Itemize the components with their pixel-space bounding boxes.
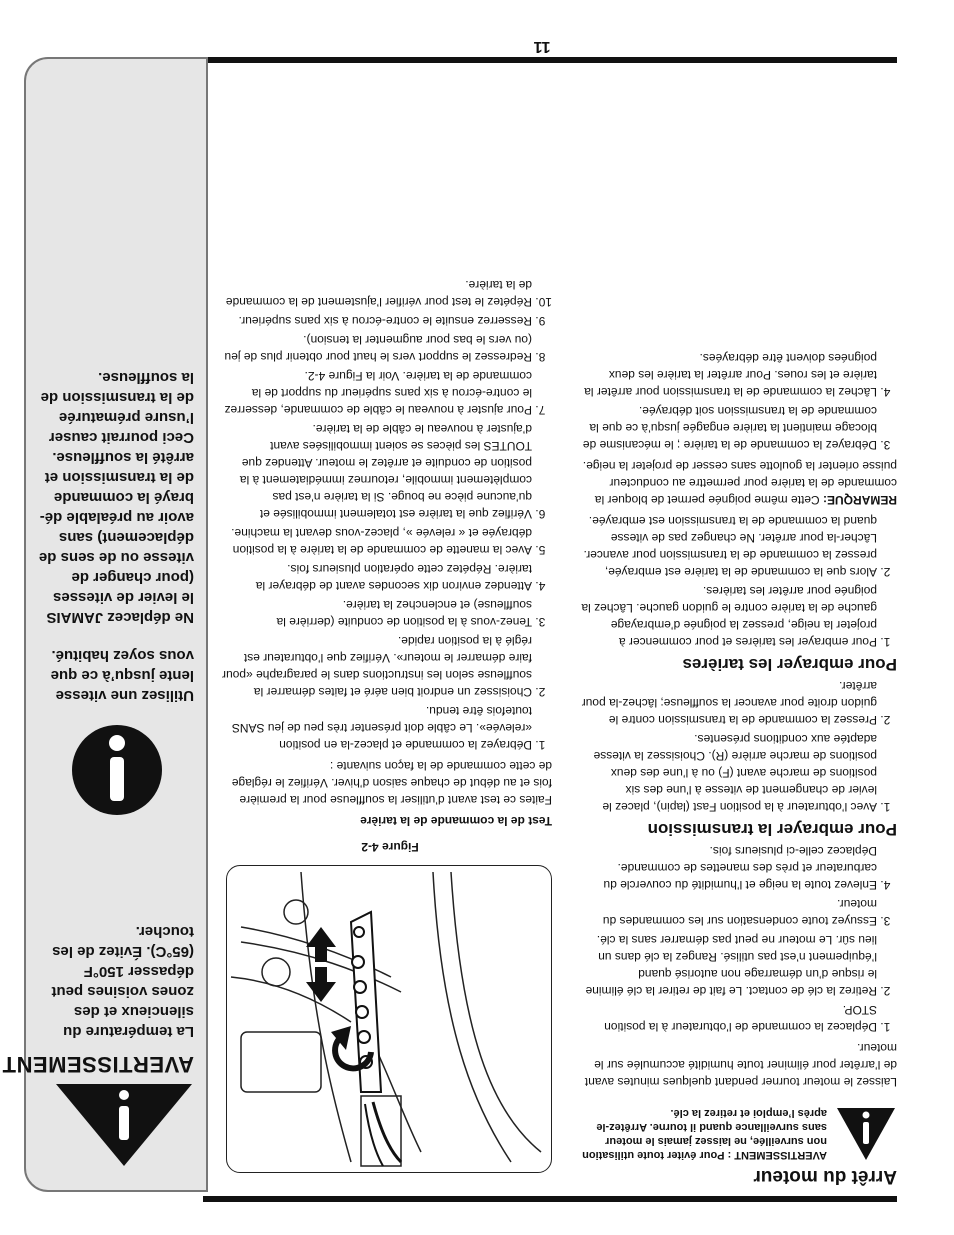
list-item: 5. Avec la manette de commande de la tarière à la position débrayée et « relevée », placez-vous devant la machine.	[222, 524, 532, 558]
page-number: 11	[533, 38, 551, 55]
remarque	[577, 457, 897, 508]
test-title: Test de la commande de la tarière	[360, 814, 552, 828]
remarque-label: REMARQUE:	[823, 493, 897, 507]
list-item: 4. Attendez environ dix secondes avant de débrayer la tarière. Répétez cette opération plusieurs fois.	[222, 560, 532, 594]
list-item: 3. Débrayez la commande de la tarière ; le mécanisme de blocage maintient la tarière engagée jusqu’à ce que la commande de la transmission soit débrayée.	[577, 402, 877, 453]
warning-sidebar	[2, 57, 208, 1192]
list-item: 6. Vérifiez que la tarière est totalement immobilisée et qu’aucune pièce ne bouge. Si la tarière n’est pas complètement immobile, retournez immédiatement à la position de conduite et arrêtez le moteur. Attendez que TOUTES les pièces se soient immobilisées avant d’ajuster à nouveau le câble de la tarière.	[222, 420, 532, 522]
list-item: 1. Avec l’obturateur à la position Fast (lapin), placez le levier de changement de vitesse à l’une des six positions de marche avant (F) ou à l’une des deux positions de marche arrière (R). Choisissez la vitesse adaptée aux conditions présentes.	[577, 730, 877, 815]
list-item: 2. Pressez la commande de la transmission contre le guidon droite pour avancer la souffleuse; lâchez-la pour arrêter.	[577, 677, 877, 728]
list-item: 7. Pour ajuster à nouveau le câble de commande, desserrez le contre-écrou à six pans supérieur du support de la commande de la tarière. Voir la Figure 4-2.	[222, 367, 532, 418]
sidebar-warning	[2, 921, 194, 1168]
tarieres-steps	[577, 512, 897, 650]
bottom-rule	[203, 57, 897, 63]
list-item: 9. Resserrez ensuite le contre-écrou à six pans supérieur.	[222, 312, 532, 329]
sidebar-warning-title: AVERTISSEMENT	[2, 1052, 194, 1077]
transmission-title: Pour embrayer la transmission	[647, 820, 897, 839]
list-item: 1. Déplacez la commande de l’obturateur à la position STOP.	[577, 1001, 877, 1035]
transmission-steps	[577, 677, 897, 815]
sidebar-caution-text-2: Ne déplacez JAMAIS le levier de vitesses (pour changer de vitesse ou de sens de déplacement) sans avoir au préalable dé-brayé la commande de la transmission et arrêté la souffleuse. Ceci pourrait causer l’usure prématurée de la transmission de la souffleuse.	[38, 369, 194, 626]
list-item: 3. Tenez-vous à la position de conduite (derrière la souffleuse) et enclenchez la tarière.	[222, 596, 532, 630]
arret-title: Arrêt du moteur	[753, 1166, 897, 1187]
list-item: 10. Répétez le test pour vérifier l’ajustement de la commande de la tarière.	[222, 276, 532, 310]
list-item: 4. Lâchez la commande de la transmission pour arrêter la tarière et les roues. Pour arrêter la tarière les deux poignées doivent être débrayées.	[577, 349, 877, 400]
remarque-text: Cette même poignée permet de bloquer la commande de la tarière pour permettre au conducteur puisse orienter la goulotte sans cesser de projeter la neige.	[582, 459, 897, 507]
arret-warning	[577, 1098, 897, 1162]
list-item: 1. Débrayez la commande et placez-la en position «relevée». Le câble doit présenter très peu de jeu SANS toutefois être tendu.	[222, 702, 532, 753]
warning-triangle-icon	[835, 1106, 897, 1162]
test-intro: Faites ce test avant d’utiliser la souffleuse pour la première fois et au début de chaque saison d’hiver. Vérifiez le réglage de cette commande de la façon suivante :	[231, 759, 552, 807]
sidebar-caution-text-1: Utilisez une vitesse lente jusqu’à ce que vous soyez habitué.	[50, 647, 194, 704]
list-item: 8. Redressez le support vers le haut pour obtenir plus de jeu (ou vers le bas pour augmenter la tension).	[222, 331, 532, 365]
arret-steps	[577, 842, 897, 1035]
sidebar-caution	[38, 367, 194, 705]
warning-triangle-icon	[54, 1082, 194, 1168]
arret-intro: Laissez le moteur tourner pendant quelques minutes avant de l’arrêter pour éliminer toute humidité accumulée sur le moteur.	[584, 1041, 897, 1089]
figure-caption: Figure 4-2	[361, 840, 419, 854]
list-item: 4. Enlevez toute la neige et l’humidité du couvercle du carburateur et près des manettes de commande. Déplacez celle-ci plusieurs fois.	[577, 842, 877, 893]
auger-control-illustration	[227, 866, 551, 1172]
sidebar-warning-text: La température du silencieux et des zones voisines peut dépasser 150°F (65°C). Évitez de les toucher.	[51, 923, 194, 1040]
list-item: 2. Choisissez un endroit bien aéré et faites démarrer la souffleuse selon les instructions dans le paragraphe «pour faire démarrer le moteur». Vérifiez que l’obturateur est réglé à la position rapide.	[222, 632, 532, 700]
left-column	[577, 345, 897, 1189]
figure-4-2	[226, 865, 552, 1173]
tarieres-title: Pour embrayer les tarières	[682, 655, 897, 674]
tarieres-steps-continued	[577, 349, 897, 453]
top-rule	[203, 1196, 897, 1202]
list-item: 3. Essuyez toute condensation sur les commandes du moteur.	[577, 895, 877, 929]
list-item: 2. Alors que la commande de la tarière est embrayée, pressez la commande de la transmission pour avancer. Lâcher-la pour arrêter. Ne changez pas de vitesse quand la commande de la transmission est embrayée.	[577, 512, 877, 580]
test-steps	[222, 276, 552, 753]
list-item: 2. Retirez la clé de contact. Le fait de retirer la clé élimine le risque d’un démarrage non autorisé quand l’équipement n’est pas utilisé. Rangez la clé dans un lieu sûr. Le moteur ne peut pas démarrer sans la clé.	[577, 931, 877, 999]
list-item: 1. Pour embrayer les tarières et pour commencer à projeter la neige, pressez la poignée d’embrayage gauche de la tarière contre le guidon gauche. Lâchez la poignée pour arrêter les tarières.	[577, 582, 877, 650]
middle-column	[222, 272, 552, 831]
arret-warning-text: AVERTISSEMENT : Pour éviter toute utilisation non surveillée, ne laissez jamais le moteur sans surveillance quand il tourne. Arrêtez-le après l’emploi et retirez la clé.	[582, 1107, 827, 1161]
exclamation-icon	[72, 725, 162, 815]
